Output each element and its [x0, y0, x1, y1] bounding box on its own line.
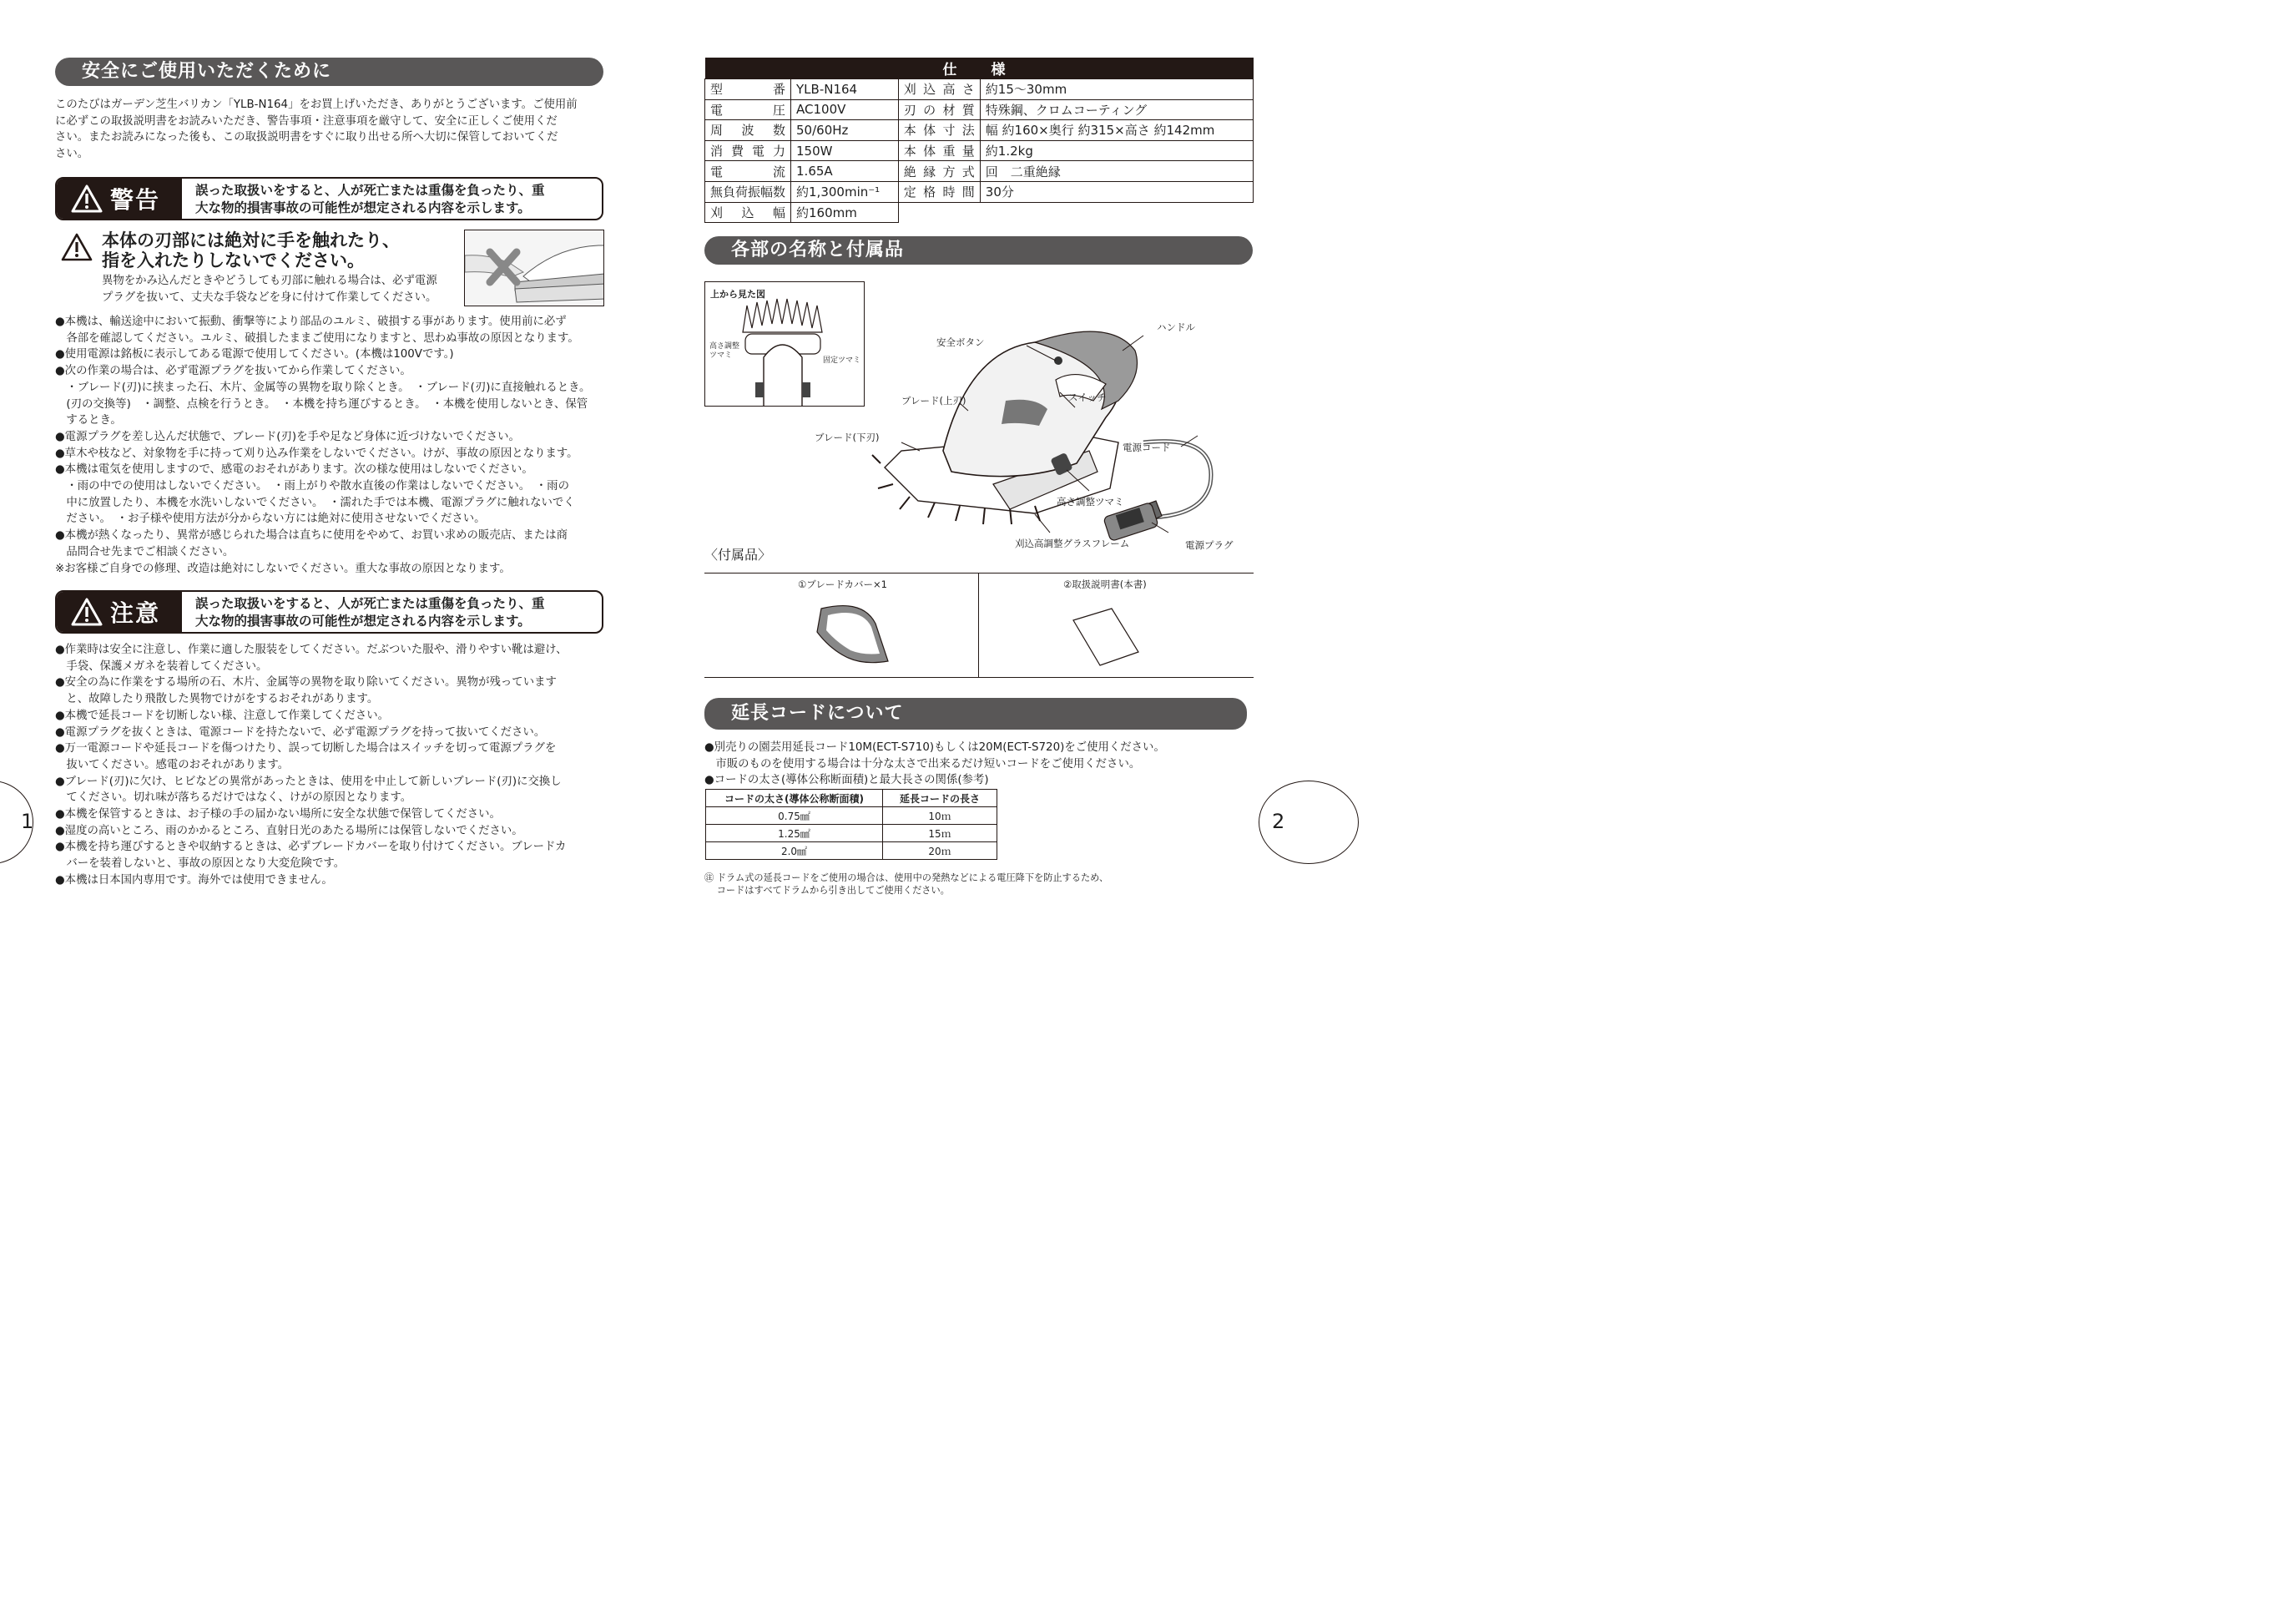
list-item: ●本機を持ち運びするときや収納するときは、必ずブレードカバーを取り付けてください。ブレードカ バーを装着しないと、事故の原因となり大変危険です。	[55, 841, 567, 871]
table-cell: 15ｍ	[883, 825, 997, 842]
spec-key: 無負荷振幅数	[705, 181, 791, 202]
label-switch: スイッチ	[1068, 392, 1107, 403]
spec-title: 仕 様	[705, 58, 1254, 79]
table-row	[705, 99, 1254, 120]
top-view-right-label: 固定ツマミ	[823, 356, 861, 365]
blade-warning-title: 本体の刃部には絶対に手を触れたり、 指を入れたりしないでください。	[102, 230, 400, 270]
accessory-item: ②取扱説明書(本書)	[1063, 579, 1147, 590]
spec-value: 約1.2kg	[980, 140, 1253, 161]
spec-key: 刃の材質	[898, 99, 980, 120]
warning-list	[55, 314, 616, 577]
top-view-title: 上から見た図	[710, 289, 765, 300]
accessories-box	[704, 573, 1254, 678]
spec-key: 電圧	[705, 99, 791, 120]
list-item: ●本機が熱くなったり、異常が感じられた場合は直ちに使用をやめて、お買い求めの販売店、または商 品問合せ先までご相談ください。	[55, 529, 568, 558]
caution-icon	[70, 597, 103, 627]
list-item: ●ブレード(刃)に欠け、ヒビなどの異常があったときは、使用を中止して新しいブレード(刃)に交換し てください。切れ味が落ちるだけではなく、けがの原因となります。	[55, 775, 562, 805]
list-item: ●使用電源は銘板に表示してある電源で使用してください。(本機は100Vです。)	[55, 348, 454, 361]
list-item: ●草木や枝など、対象物を手に持って刈り込み作業をしないでください。けが、事故の原因となります。	[55, 447, 578, 460]
list-item: ●次の作業の場合は、必ず電源プラグを抜いてから作業してください。 ・ブレード(刃)に挟まった石、木片、金属等の異物を取り除くとき。 ・ブレード(刃)に直接触れるとき。 (刃の交換等) ・調整、点検を行うとき。 ・本機を持ち運びするとき。 ・本機を使用しないとき、保管 するとき。	[55, 365, 591, 427]
table-cell: 2.0㎟	[706, 842, 883, 860]
table-row	[705, 140, 1254, 161]
label-power-cord: 電源コード	[1123, 442, 1171, 453]
list-item: ●安全の為に作業をする場所の石、木片、金属等の異物を取り除いてください。異物が残っています と、故障したり飛散した異物でけがをするおそれがあります。	[55, 676, 557, 706]
label-blade-upper: ブレード(上刃)	[901, 395, 966, 407]
spec-value: 回 二重絶縁	[980, 161, 1253, 182]
spec-value: 30分	[980, 181, 1253, 202]
list-item: ●電源プラグを差し込んだ状態で、ブレード(刃)を手や足など身体に近づけないでください。	[55, 430, 520, 443]
spec-value: AC100V	[791, 99, 899, 120]
table-row	[705, 120, 1254, 141]
manual-icon	[1070, 604, 1145, 670]
warning-banner	[55, 177, 603, 220]
spec-key: 周波数	[705, 120, 791, 141]
label-height-knob: 高さ調整ツマミ	[1057, 496, 1124, 508]
table-row	[705, 79, 1254, 100]
section-title-parts: 各部の名称と付属品	[704, 236, 1253, 265]
label-grass-frame: 刈込高調整グラスフレーム	[1015, 538, 1130, 549]
spec-key: 刈込幅	[705, 202, 791, 223]
list-item: ●作業時は安全に注意し、作業に適した服装をしてください。だぶついた服や、滑りやすい靴は避け、 手袋、保護メガネを装着してください。	[55, 644, 568, 673]
list-item: ●本機は電気を使用しますので、感電のおそれがあります。次の様な使用はしないでください。 ・雨の中での使用はしないでください。 ・雨上がりや散水直後の作業はしないでください。 ・雨の 中に放置したり、本機を水洗いしないでください。 ・濡れた手では本機、電源プラグに触れないでく ださい。 ・お子様や使用方法が分からない方には絶対に使用させないでください。	[55, 463, 575, 526]
list-item: ※お客様ご自身での修理、改造は絶対にしないでください。重大な事故の原因となります。	[55, 562, 511, 575]
list-item: ●本機は、輸送途中において振動、衝撃等により部品のユルミ、破損する事があります。使用前に必ず 各部を確認してください。ユルミ、破損したままご使用になりますと、思わぬ事故の原因となります。	[55, 316, 579, 345]
cord-table-header: 延長コードの長さ	[883, 790, 997, 807]
accessories-title: 〈付属品〉	[704, 547, 772, 563]
table-cell: 20ｍ	[883, 842, 997, 860]
cord-note: ㊟ ドラム式の延長コードをご使用の場合は、使用中の発熱などによる電圧降下を防止するため、 コードはすべてドラムから引き出してご使用ください。	[704, 872, 1109, 896]
list-item: ●湿度の高いところ、雨のかかるところ、直射日光のあたる場所には保管しないでください。	[55, 824, 523, 837]
spec-key: 定格時間	[898, 181, 980, 202]
empty-cell	[898, 202, 980, 223]
table-row	[705, 202, 1254, 223]
spec-value: YLB-N164	[791, 79, 899, 100]
spec-key: 絶縁方式	[898, 161, 980, 182]
product-illustration	[868, 317, 1260, 551]
top-view-left-label: 高さ調整 ツマミ	[709, 342, 740, 360]
label-blade-lower: ブレード(下刃)	[815, 432, 880, 443]
table-row	[706, 825, 997, 842]
table-row	[705, 161, 1254, 182]
spec-key: 電流	[705, 161, 791, 182]
blade-cover-icon	[805, 599, 896, 674]
list-item: ●電源プラグを抜くときは、電源コードを持たないで、必ず電源プラグを持って抜いてください。	[55, 725, 546, 739]
spec-value: 約1,300min⁻¹	[791, 181, 899, 202]
spec-value: 150W	[791, 140, 899, 161]
warning-label-text: 警告	[110, 186, 161, 214]
caution-triangle-icon	[60, 232, 93, 262]
spec-value: 50/60Hz	[791, 120, 899, 141]
spec-key: 消費電力	[705, 140, 791, 161]
cord-table	[705, 789, 997, 860]
table-row	[706, 842, 997, 860]
warning-triangle-icon	[70, 184, 103, 214]
spec-table	[704, 58, 1254, 223]
spec-value: 約15～30mm	[980, 79, 1253, 100]
table-cell: 1.25㎟	[706, 825, 883, 842]
top-view-diagram	[704, 281, 865, 407]
label-handle: ハンドル	[1157, 321, 1195, 333]
caution-message: 誤った取扱いをすると、人が死亡または重傷を負ったり、重 大な物的損害事故の可能性が想定される内容を示します。	[195, 596, 545, 629]
blade-touch-illustration	[464, 230, 604, 306]
spec-value: 幅 約160×奥行 約315×高さ 約142mm	[980, 120, 1253, 141]
table-row	[705, 181, 1254, 202]
caution-label	[57, 592, 182, 632]
table-cell: 0.75㎟	[706, 807, 883, 825]
blade-warning-body: 異物をかみ込んだときやどうしても刃部に触れる場合は、必ず電源 プラグを抜いて、丈夫な手袋などを身に付けて作業してください。	[102, 275, 437, 304]
label-safety-button: 安全ボタン	[936, 336, 985, 348]
spec-key: 刈込高さ	[898, 79, 980, 100]
cord-text: ●別売りの園芸用延長コード10M(ECT-S710)もしくは20M(ECT-S720)をご使用ください。 市販のものを使用する場合は十分な太さで出来るだけ短いコードをご使用ください。 ●コードの太さ(導体公称断面積)と最大長さの関係(参考)	[704, 741, 1165, 787]
page-number-right: 2	[1272, 810, 1285, 833]
caution-label-text: 注意	[110, 599, 161, 627]
table-cell: 10ｍ	[883, 807, 997, 825]
spec-value: 約160mm	[791, 202, 899, 223]
section-title-extension-cord: 延長コードについて	[704, 698, 1247, 730]
warning-message: 誤った取扱いをすると、人が死亡または重傷を負ったり、重 大な物的損害事故の可能性が想定される内容を示します。	[195, 183, 545, 215]
spec-value: 特殊鋼、クロムコーティング	[980, 99, 1253, 120]
list-item: ●本機は日本国内専用です。海外では使用できません。	[55, 873, 333, 887]
intro-text: このたびはガーデン芝生バリカン「YLB-N164」をお買上げいただき、ありがとうございます。ご使用前 に必ずこの取扱説明書をお読みいただき、警告事項・注意事項を厳守して、安全に正しくご使用くだ さい。またお読みになった後も、この取扱説明書をすぐに取り出せる所へ大切に保管しておいてくだ さい。	[55, 99, 578, 160]
accessory-item: ①ブレードカバー×1	[798, 579, 887, 590]
spec-key: 型番	[705, 79, 791, 100]
page-number-left: 1	[21, 810, 34, 833]
list-item: ●本機で延長コードを切断しない様、注意して作業してください。	[55, 709, 390, 722]
empty-cell	[980, 202, 1253, 223]
warning-label	[57, 179, 182, 219]
list-item: ●本機を保管するときは、お子様の手の届かない場所に安全な状態で保管してください。	[55, 808, 501, 821]
spec-value: 1.65A	[791, 161, 899, 182]
cord-table-header: コードの太さ(導体公称断面積)	[706, 790, 883, 807]
spec-key: 本体重量	[898, 140, 980, 161]
accessories-divider	[978, 574, 979, 677]
caution-banner	[55, 590, 603, 634]
label-power-plug: 電源プラグ	[1185, 539, 1234, 551]
caution-list	[55, 642, 616, 889]
spec-key: 本体寸法	[898, 120, 980, 141]
section-title-safety: 安全にご使用いただくために	[55, 58, 603, 86]
list-item: ●万一電源コードや延長コードを傷つけたり、誤って切断した場合はスイッチを切って電源プラグを 抜いてください。感電のおそれがあります。	[55, 742, 557, 771]
table-row	[706, 807, 997, 825]
